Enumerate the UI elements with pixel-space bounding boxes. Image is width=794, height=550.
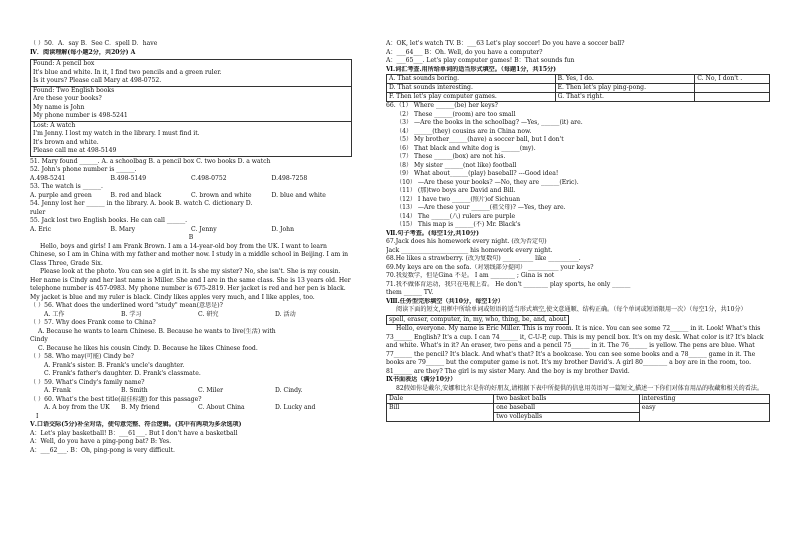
option: D. 活动 <box>275 310 296 318</box>
table-cell: Dale <box>387 395 494 404</box>
question-52: 52. John's phone number is ______. <box>30 166 137 173</box>
table-cell: easy <box>639 404 769 422</box>
notice-line: My phone number is 498-5241 <box>33 112 128 119</box>
notice-boxes <box>30 59 352 157</box>
question-60-options <box>30 404 352 413</box>
dialogue-line-2: A：Well, do you have a ping-pong bat? B: Yes. <box>30 438 172 445</box>
question-56-options <box>30 311 352 320</box>
question-55: 55. Jack lost two English books. He can call ______. <box>30 217 188 224</box>
vocab-list <box>386 102 770 230</box>
question-55-options <box>30 226 352 235</box>
vocab-item: （13） —Are these your ______(祖父母)? —Yes, they are. <box>396 204 566 211</box>
dialogue-line-3: A：___62___. B：Oh, ping-pong is very difficult. <box>30 446 175 454</box>
notice-line: Please call me at 498-5149 <box>33 147 117 154</box>
question-58-ab: A. Frank's sister. B. Frank's uncle's daughter. <box>44 361 185 369</box>
dialogue-line-5: A：___64___ B：Oh. Well, do you have a computer? <box>386 48 543 56</box>
question-59: （ ）59. What's Cindy's family name? <box>30 378 145 386</box>
table-row <box>387 75 770 84</box>
question-57-ab: A. Because he wants to learn Chinese. B. Because he wants to live(生活) with <box>38 327 276 335</box>
notice-line: Are these your books? <box>33 95 102 102</box>
notice-found-books <box>31 86 351 121</box>
table-cell: G. That's right. <box>555 93 695 102</box>
sentence-71: 71.我不做体育运动，我只在电视上看。 He don't ________ play sports, he only ______ <box>386 280 631 288</box>
question-60-cont: I <box>36 412 39 420</box>
vocab-item: （9） What about______(play) baseball? ---Good idea! <box>396 170 559 177</box>
question-60: （ ）60. What's the best title(最佳标题) for this passage? <box>30 395 202 403</box>
table-row <box>387 93 770 102</box>
vocab-item: （6） That black and white dog is ______(my). <box>396 144 536 152</box>
question-54: 54. Jenny lost her ______ in the library. A. book B. watch C. dictionary D. <box>30 200 253 207</box>
question-54-cont: ruler <box>30 208 46 216</box>
question-56: （ ）56. What does the underlined word "study" mean(意思是)? <box>30 302 223 309</box>
dialogue-line-4: A：OK, let's watch TV. B：___63 Let's play soccer! Do you have a soccer ball? <box>386 40 625 47</box>
notice-line: Is it yours? Please call Mary at 498-0752. <box>33 77 162 84</box>
vocab-item: （2） These ______(room) are too small <box>396 110 516 118</box>
option: A. A boy from the UK <box>44 404 110 411</box>
table-cell: one baseball <box>494 404 640 413</box>
table-cell: two basket balls <box>494 395 640 404</box>
question-52-options <box>30 175 352 184</box>
question-51: 51. Mary found ______. A. a schoolbag B. a pencil box C. two books D. a watch <box>30 157 271 165</box>
section-9-title: Ⅸ书面表达（满分10分） <box>386 376 457 383</box>
option: B. red and black <box>110 191 162 199</box>
notice-line: It's brown and white. <box>33 138 99 146</box>
notice-line: Lost: A watch <box>33 121 76 129</box>
notice-line: It's blue and white. In it, I find two pencils and a green ruler. <box>33 68 222 76</box>
sentence-69: 69.My keys are on the sofa.（对划线部分提问） __________ your keys? <box>386 263 594 271</box>
option: B. Smith <box>121 387 148 394</box>
vocab-item: （5） My brother______(have) a soccer ball, but I don't <box>396 136 564 143</box>
question-57: （ ）57. Why does Frank come to China? <box>30 319 156 326</box>
passage-b-para1: Hello, boys and girls! I am Frank Brown. I am a 14-year-old boy from the UK. I want to learn Chinese, so I am in China with my father and mother now. I study in a middle school in Beijing. I am in Class Three, Grade Six. <box>30 242 349 267</box>
question-81: 81______ are they? The girl is my sister Mary. And the boy is my brother David. <box>386 367 630 375</box>
option: A. Frank <box>44 387 71 394</box>
option: B. 学习 <box>121 310 142 318</box>
question-57-ab-cont: Cindy <box>30 336 48 343</box>
question-59-options <box>30 387 352 396</box>
sports-info-table <box>386 394 770 422</box>
table-cell: Bill <box>387 404 494 422</box>
notice-line: Found: Two English books <box>33 86 115 94</box>
option: C. Jenny <box>191 225 217 233</box>
sentence-67-answer: Jack ______________________ his homework every night. <box>386 246 553 254</box>
table-cell: interesting <box>639 395 769 404</box>
table-cell: E. Then let's play ping-pong. <box>555 84 695 93</box>
sentence-67: 67.Jack does his homework every night. (改为否定句) <box>386 238 547 245</box>
table-cell: D. That sounds interesting. <box>387 84 556 93</box>
table-cell <box>695 93 770 102</box>
notice-lost-watch <box>31 121 351 156</box>
table-cell: B. Yes, I do. <box>555 75 695 84</box>
dialogue-options-table <box>386 74 770 102</box>
vocab-item: （4） ______(they) cousins are in China now. <box>396 127 532 135</box>
vocab-item: （14） The ______(八) rulers are purple <box>396 212 516 220</box>
dialogue-line-1: A：Let's play basketball! B：___61___. But I don't have a basketball <box>30 429 238 437</box>
vocab-item: （12） I have two ______(照片)of Sichuan <box>396 195 521 203</box>
option: C. About China <box>198 404 245 411</box>
table-cell: F. Then let's play computer games. <box>387 93 556 102</box>
question-57-cd: C. Because he likes his cousin Cindy. D. Because he likes Chinese food. <box>38 344 258 352</box>
option: D. Lucky and <box>275 404 316 411</box>
vocab-item: （15） This map is ______(不) Mr. Black's <box>396 221 521 228</box>
table-cell: C. No, I don't . <box>695 75 770 84</box>
section-7-title: Ⅶ.句子考查。(每空1分,共10分) <box>386 229 479 237</box>
option: C. brown and white <box>191 191 252 199</box>
notice-found-pencil-box <box>31 60 351 86</box>
section-9-instructions: 82假如你是戴尔,安娜和比尔是你的好朋友,请根据下表中所提供的信息用英语写一篇短文,描述一下你们对体育用品的收藏和相关的看法。 <box>396 384 764 392</box>
sentence-68: 68.He likes a strawberry. (改为复数句) __________ like __________. <box>386 255 581 262</box>
table-cell <box>695 84 770 93</box>
notice-line: Found: A pencil box <box>33 60 95 67</box>
option: A.498-5241 <box>30 174 66 182</box>
question-58: （ ）58. Who may(可能) Cindy be? <box>30 353 134 360</box>
option: D.498-7258 <box>271 174 308 182</box>
vocab-item: （8） My sister ______(not like) football <box>396 161 517 169</box>
section-5-title: Ⅴ.口语交际(5分)补全对话，使句意完整、符合逻辑。(其中有两项为多余选项) <box>30 421 242 428</box>
section-8-title: Ⅷ.任务型完形填空（共10分，每空1分） <box>386 297 504 305</box>
passage-b-para2: Please look at the photo. You can see a girl in it. Is she my sister? No, she isn't. She is my cousin. Her name is Cindy and her last name is Miller. She and I are in the same class. She is 13 years old. Her telephone number is 457-0983. My phone number is 675-2819. Her jacket is red and her pen is black. My jacket is blue and my ruler is black. Cindy likes apples very much, and I like apples, too. <box>30 268 351 301</box>
notice-line: I'm Jenny. I lost my watch in the library. I must find it. <box>33 130 200 137</box>
section-8-instructions: 阅读下面的短文,用框中所给单词或短语的适当形式填空,使文意通顺、结构正确。（每个单词或短语限用一次）（每空1分，共10分） <box>396 306 747 313</box>
vocab-item: （7） These ______(box) are not his. <box>396 153 506 160</box>
notice-line: My name is John <box>33 103 85 111</box>
option: C. Miler <box>198 387 223 394</box>
question-50: （ ）50．A．say B．See C．spell D．have <box>30 40 158 47</box>
option: B. Mary <box>110 225 136 233</box>
option: D. Cindy. <box>275 387 303 394</box>
cloze-passage: Hello, everyone. My name is Eric Miller. This is my room. It is nice. You can see some 72______ in it. Look! What's this 73______ English? It's a cup. I can 74______ it, C-U-P, cup. This is my pencil box. It's on my desk. What color is it? It's black and white. What's in it? An eraser, two pens and a pencil 75______ in it. The 76______ is yellow. The pens are blue. What 77______ the pencil? It's black. And what's that? It's a bookcase. You can see some books and a 78______ game in it. The books are 79______ but the computer game is not. It's my brother David's. A girl 80________ a boy are in the room, too. <box>386 325 764 366</box>
question-58-cd: C. Frank's father's daughter. D. Frank's classmate. <box>44 370 201 377</box>
table-cell: A. That sounds boring. <box>387 75 556 84</box>
section-6-title: Ⅵ.词汇考查.用所给单词的适当形式填空。（每题1分，共15分) <box>386 65 557 73</box>
question-53: 53. The watch is ______. <box>30 183 103 190</box>
option: A. purple and green <box>30 191 92 199</box>
passage-b-mark: B <box>188 234 194 241</box>
vocab-item: （11） (那)two boys are David and Bill. <box>396 187 516 194</box>
table-row <box>387 404 770 413</box>
sentence-71-cont: them ______ TV. <box>386 289 434 296</box>
vocab-item: 66.（1） Where ______(be) her keys? <box>386 102 498 109</box>
left-column <box>30 40 352 455</box>
option: B. My friend <box>121 404 160 411</box>
vocab-item: （3） —Are the books in the schoolbag? —Yes, ______(it) are. <box>396 119 583 126</box>
option: D. John <box>271 225 295 233</box>
option: C. 研究 <box>198 310 219 318</box>
table-cell: two volleyballs <box>494 413 640 422</box>
table-row <box>387 84 770 93</box>
dialogue-line-6: A：___65___. Let's play computer games! B：That sounds fun <box>386 57 575 64</box>
table-row <box>387 395 770 404</box>
word-bank-box: spell, eraser, computer, in, my, who, thing, be, and, about <box>386 315 569 326</box>
section-4-title: Ⅳ．阅读理解(每小题2分，共20分) A <box>30 48 136 56</box>
option: A. 工作 <box>44 310 65 318</box>
question-53-options <box>30 192 352 201</box>
option: A. Eric <box>30 225 51 233</box>
right-column <box>386 40 770 422</box>
option: C.498-0752 <box>191 174 227 182</box>
sentence-70: 70.我爱数学，但是Gina 不是。 I am ________ ; Gina is not <box>386 272 555 279</box>
vocab-item: （10） —Are these your books? —No, they are ______(Eric). <box>396 178 579 186</box>
option: B.498-5149 <box>110 174 147 182</box>
option: D. blue and white <box>271 191 326 199</box>
